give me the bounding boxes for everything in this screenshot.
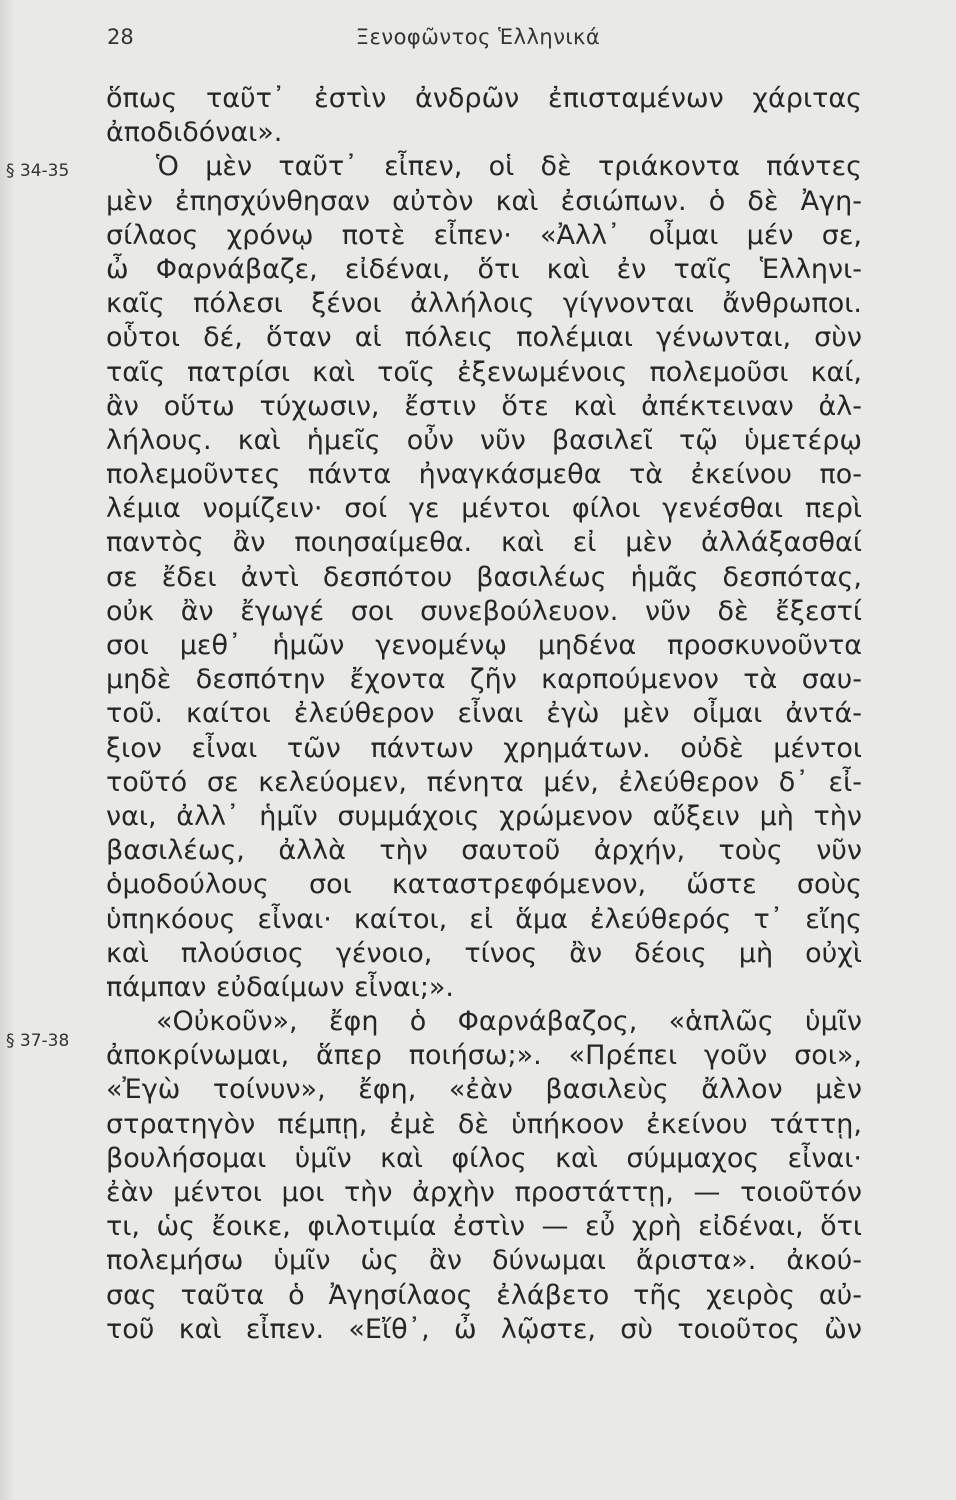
text-line: ξιον εἶναι τῶν πάντων χρημάτων. οὐδὲ μέντοι: [106, 732, 862, 764]
running-title: Ξενοφῶντος Ἑλληνικά: [355, 25, 601, 49]
text-line: οὗτοι δέ, ὅταν αἱ πόλεις πολέμιαι γένωνται, σὺν: [106, 322, 862, 354]
text-line: ἂν οὕτω τύχωσιν, ἔστιν ὅτε καὶ ἀπέκτειναν ἀλ-: [106, 390, 862, 422]
page-edge-shadow: [0, 0, 14, 1500]
text-line: καῖς πόλεσι ξένοι ἀλλήλοις γίγνονται ἄνθρωποι.: [106, 288, 862, 320]
text-line: παντὸς ἂν ποιησαίμεθα. καὶ εἰ μὲν ἀλλάξασθαί: [106, 527, 862, 559]
text-line: ὁμοδούλους σοι καταστρεφόμενον, ὥστε σοὺς: [106, 869, 862, 901]
text-line: «Ἐγὼ τοίνυν», ἔφη, «ἐὰν βασιλεὺς ἄλλον μὲν: [106, 1074, 862, 1106]
text-line: τοῦ καὶ εἶπεν. «Εἴθ᾽, ὦ λῷστε, σὺ τοιοῦτος ὢν: [106, 1313, 862, 1345]
text-line: ἐὰν μέντοι μοι τὴν ἀρχὴν προστάττῃ, — τοιοῦτόν: [106, 1177, 862, 1208]
text-line: τοῦτό σε κελεύομεν, πένητα μέν, ἐλεύθερον δ᾽ εἶ-: [106, 766, 862, 798]
text-line: στρατηγὸν πέμπῃ, ἐμὲ δὲ ὑπήκοον ἐκείνου τάττῃ,: [106, 1108, 862, 1140]
text-line: μηδὲ δεσπότην ἔχοντα ζῆν καρπούμενον τὰ σαυ-: [106, 664, 862, 696]
text-line: τοῦ. καίτοι ἐλεύθερον εἶναι ἐγὼ μὲν οἶμαι ἀντά-: [106, 698, 862, 730]
text-line: οὐκ ἂν ἔγωγέ σοι συνεβούλευον. νῦν δὲ ἔξεστί: [106, 595, 862, 627]
section-marker-37-38: § 37-38: [6, 1031, 70, 1051]
text-line: ὑπηκόους εἶναι· καίτοι, εἰ ἅμα ἐλεύθερός τ᾽ εἴης: [106, 903, 862, 935]
text-line: σας ταῦτα ὁ Ἀγησίλαος ἐλάβετο τῆς χειρὸς αὐ-: [106, 1279, 862, 1311]
text-line: πολεμήσω ὑμῖν ὡς ἂν δύνωμαι ἄριστα». ἀκού-: [106, 1245, 862, 1277]
text-line: μὲν ἐπησχύνθησαν αὐτὸν καὶ ἐσιώπων. ὁ δὲ Ἀγη-: [106, 185, 862, 217]
text-line: ταῖς πατρίσι καὶ τοῖς ἐξενωμένοις πολεμοῦσι καί,: [106, 356, 862, 388]
text-line: καὶ πλούσιος γένοιο, τίνος ἂν δέοις μὴ οὐχὶ: [106, 937, 862, 969]
text-line: τι, ὡς ἔοικε, φιλοτιμία ἐστὶν — εὖ χρὴ εἰδέναι, ὅτι: [106, 1211, 862, 1243]
text-line: βασιλέως, ἀλλὰ τὴν σαυτοῦ ἀρχήν, τοὺς νῦν: [106, 835, 862, 867]
text-line: ἀποκρίνωμαι, ἅπερ ποιήσω;». «Πρέπει γοῦν σοι»,: [106, 1040, 862, 1072]
text-line: Ὁ μὲν ταῦτ᾽ εἶπεν, οἱ δὲ τριάκοντα πάντες: [156, 151, 862, 183]
page-number: 28: [107, 25, 134, 49]
body-text: [106, 82, 862, 1347]
page-header: [0, 22, 956, 56]
text-line: σοι μεθ᾽ ἡμῶν γενομένῳ μηδένα προσκυνοῦντα: [106, 630, 862, 661]
text-line: λήλους. καὶ ἡμεῖς οὖν νῦν βασιλεῖ τῷ ὑμετέρῳ: [106, 424, 862, 456]
text-line: πάμπαν εὐδαίμων εἶναι;».: [106, 971, 455, 1003]
text-line: βουλήσομαι ὑμῖν καὶ φίλος καὶ σύμμαχος εἶναι·: [106, 1142, 862, 1174]
text-line: «Οὐκοῦν», ἔφη ὁ Φαρνάβαζος, «ἁπλῶς ὑμῖν: [156, 1006, 862, 1038]
text-line: ὦ Φαρνάβαζε, εἰδέναι, ὅτι καὶ ἐν ταῖς Ἑλληνι-: [106, 253, 862, 285]
text-line: πολεμοῦντες πάντα ἠναγκάσμεθα τὰ ἐκείνου πο-: [106, 459, 862, 491]
text-line: ὅπως ταῦτ᾽ ἐστὶν ἀνδρῶν ἐπισταμένων χάριτας: [106, 83, 862, 114]
text-line: σίλαος χρόνῳ ποτὲ εἶπεν· «Ἀλλ᾽ οἶμαι μέν σε,: [106, 219, 862, 251]
text-line: λέμια νομίζειν· σοί γε μέντοι φίλοι γενέσθαι περὶ: [106, 493, 862, 525]
text-line: ναι, ἀλλ᾽ ἡμῖν συμμάχοις χρώμενον αὔξειν μὴ τὴν: [106, 800, 862, 832]
section-marker-34-35: § 34-35: [6, 161, 70, 181]
text-line: ἀποδιδόναι».: [106, 117, 283, 149]
text-line: σε ἔδει ἀντὶ δεσπότου βασιλέως ἡμᾶς δεσπότας,: [106, 561, 862, 593]
